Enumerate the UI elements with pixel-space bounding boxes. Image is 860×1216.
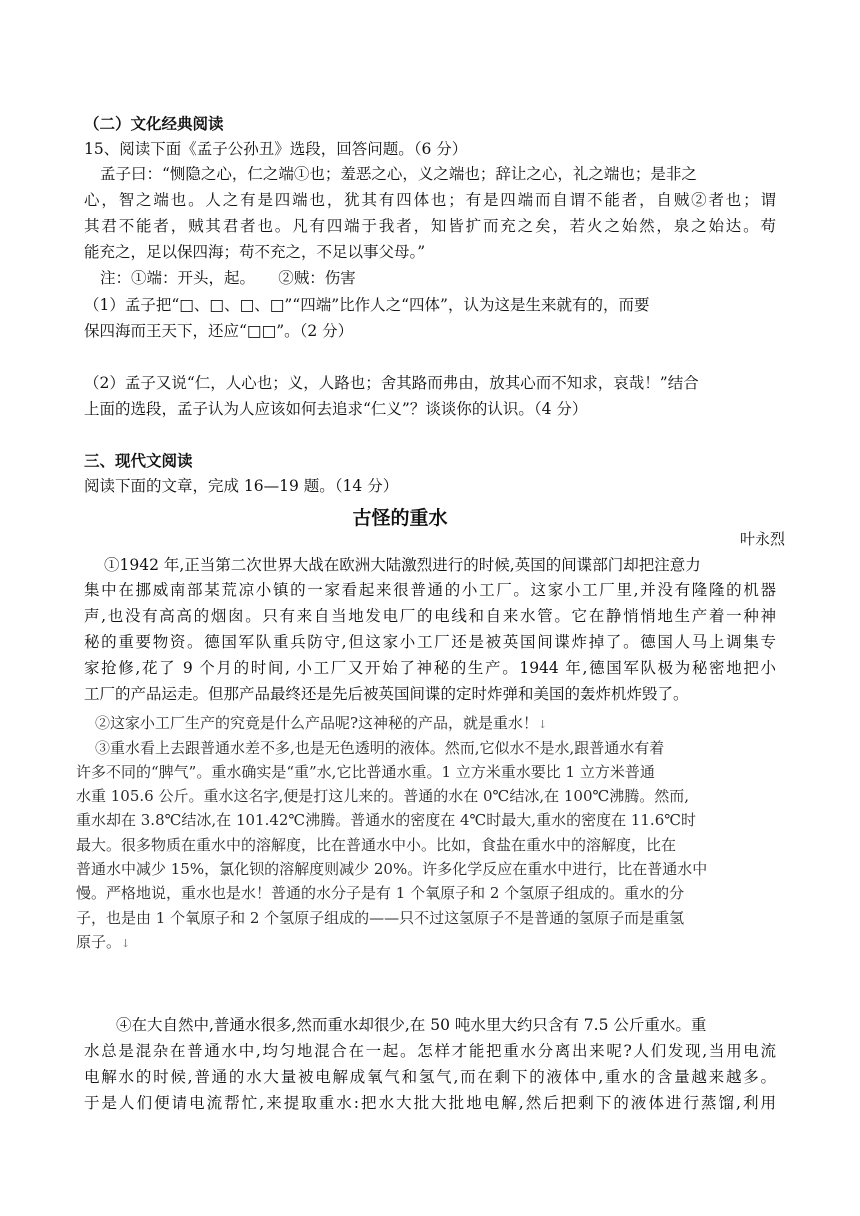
paragraph-3-line: 最大。很多物质在重水中的溶解度，比在普通水中小。比如，食盐在重水中的溶解度，比在 [76, 836, 677, 854]
paragraph-3-line: 慢。严格地说，重水也是水！普通的水分子是有 1 个氧原子和 2 个氢原子组成的。重水的分 [76, 884, 685, 902]
paragraph-1-line: 集中在挪威南部某荒凉小镇的一家看起来很普通的小工厂。这家小工厂里,并没有隆隆的机器 [84, 581, 776, 599]
section-heading-classics: （二）文化经典阅读 [84, 115, 224, 133]
article-title: 古怪的重水 [352, 507, 448, 529]
paragraph-2-text: ②这家小工厂生产的究竟是什么产品呢?这神秘的产品，就是重水！ [95, 714, 539, 732]
question-15-1-line: （1）孟子把“□、□、□、□”“四端”比作人之“四体”，认为这是生来就有的，而要 [84, 296, 650, 314]
reading-intro: 阅读下面的文章，完成 16—19 题。（14 分） [84, 477, 399, 495]
paragraph-4-line: 于是人们便请电流帮忙,来提取重水:把水大批大批地电解,然后把剩下的液体进行蒸馏,利用 [84, 1094, 776, 1112]
question-15-intro: 15、阅读下面《孟子公孙丑》选段，回答问题。（6 分） [84, 140, 468, 158]
return-mark-icon: ↓ [121, 937, 131, 950]
mencius-passage-line: 孟子曰：“恻隐之心，仁之端①也；羞恶之心，义之端也；辞让之心，礼之端也；是非之 [100, 165, 697, 183]
question-15-1-line: 保四海而王天下，还应“□□”。（2 分） [84, 322, 354, 340]
return-mark-icon: ↓ [538, 718, 548, 731]
paragraph-3-line: 重水却在 3.8℃结冰,在 101.42℃沸腾。普通水的密度在 4℃时最大,重水的密度在 11.6℃时 [76, 811, 697, 829]
paragraph-3-line: 普通水中减少 15%，氯化钡的溶解度则减少 20%。许多化学反应在重水中进行，比在普通水中 [76, 860, 708, 878]
mencius-passage-line: 能充之，足以保四海；苟不充之，不足以事父母。” [84, 243, 426, 261]
paragraph-3-line: 许多不同的“脾气”。重水确实是“重”水,它比普通水重。1 立方米重水要比 1 立方米普通 [76, 763, 655, 781]
annotation-note: 注：①端：开头，起。 ②贼：伤害 [100, 269, 356, 287]
paragraph-2 [95, 713, 547, 735]
paragraph-3-line: 水重 105.6 公斤。重水这名字,便是打这儿来的。普通的水在 0℃结冰,在 100℃沸腾。然而, [76, 787, 690, 805]
paragraph-1-line: 声,也没有高高的烟囱。只有来自当地发电厂的电线和自来水管。它在静悄悄地生产着一种神 [84, 607, 776, 625]
mencius-passage-line: 其君不能者，贼其君者也。凡有四端于我者，知皆扩而充之矣，若火之始然，泉之始达。苟 [84, 217, 776, 235]
paragraph-3-line: 子，也是由 1 个氧原子和 2 个氢原子组成的——只不过这氢原子不是普通的氢原子而是重氢 [76, 909, 685, 927]
article-author: 叶永烈 [740, 530, 786, 548]
paragraph-3-line: ③重水看上去跟普通水差不多,也是无色透明的液体。然而,它似水不是水,跟普通水有着 [95, 739, 665, 757]
paragraph-4-line: 水总是混杂在普通水中,均匀地混合在一起。怎样才能把重水分离出来呢?人们发现,当用电流 [84, 1042, 776, 1060]
paragraph-1-line: 秘的重要物资。德国军队重兵防守,但这家小工厂还是被英国间谍炸掉了。德国人马上调集专 [84, 633, 776, 651]
paragraph-1-line: ①1942 年,正当第二次世界大战在欧洲大陆激烈进行的时候,英国的间谍部门却把注意力 [104, 556, 701, 574]
paragraph-3-text-end: 原子。 [76, 933, 122, 951]
section-heading-modern-reading: 三、现代文阅读 [84, 452, 193, 470]
question-15-2-line: （2）孟子又说“仁，人心也；义，人路也；舍其路而弗由，放其心而不知求，哀哉！”结合 [84, 374, 699, 392]
mencius-passage-line: 心，智之端也。人之有是四端也，犹其有四体也；有是四端而自谓不能者，自贼②者也；谓 [84, 191, 776, 209]
paragraph-1-line: 工厂的产品运走。但那产品最终还是先后被英国间谍的定时炸弹和美国的轰炸机炸毁了。 [84, 685, 689, 703]
question-15-2-line: 上面的选段，孟子认为人应该如何去追求“仁义”？谈谈你的认识。（4 分） [84, 400, 588, 418]
paragraph-4-line: 电解水的时候,普通的水大量被电解成氧气和氢气,而在剩下的液体中,重水的含量越来越多。 [84, 1068, 776, 1086]
paragraph-4-line: ④在大自然中,普通水很多,然而重水却很少,在 50 吨水里大约只含有 7.5 公斤重水。重 [116, 1016, 707, 1034]
paragraph-3-line-last [76, 932, 130, 954]
paragraph-1-line: 家抢修,花了 9 个月的时间, 小工厂又开始了神秘的生产。1944 年,德国军队极为秘密地把小 [84, 659, 776, 677]
